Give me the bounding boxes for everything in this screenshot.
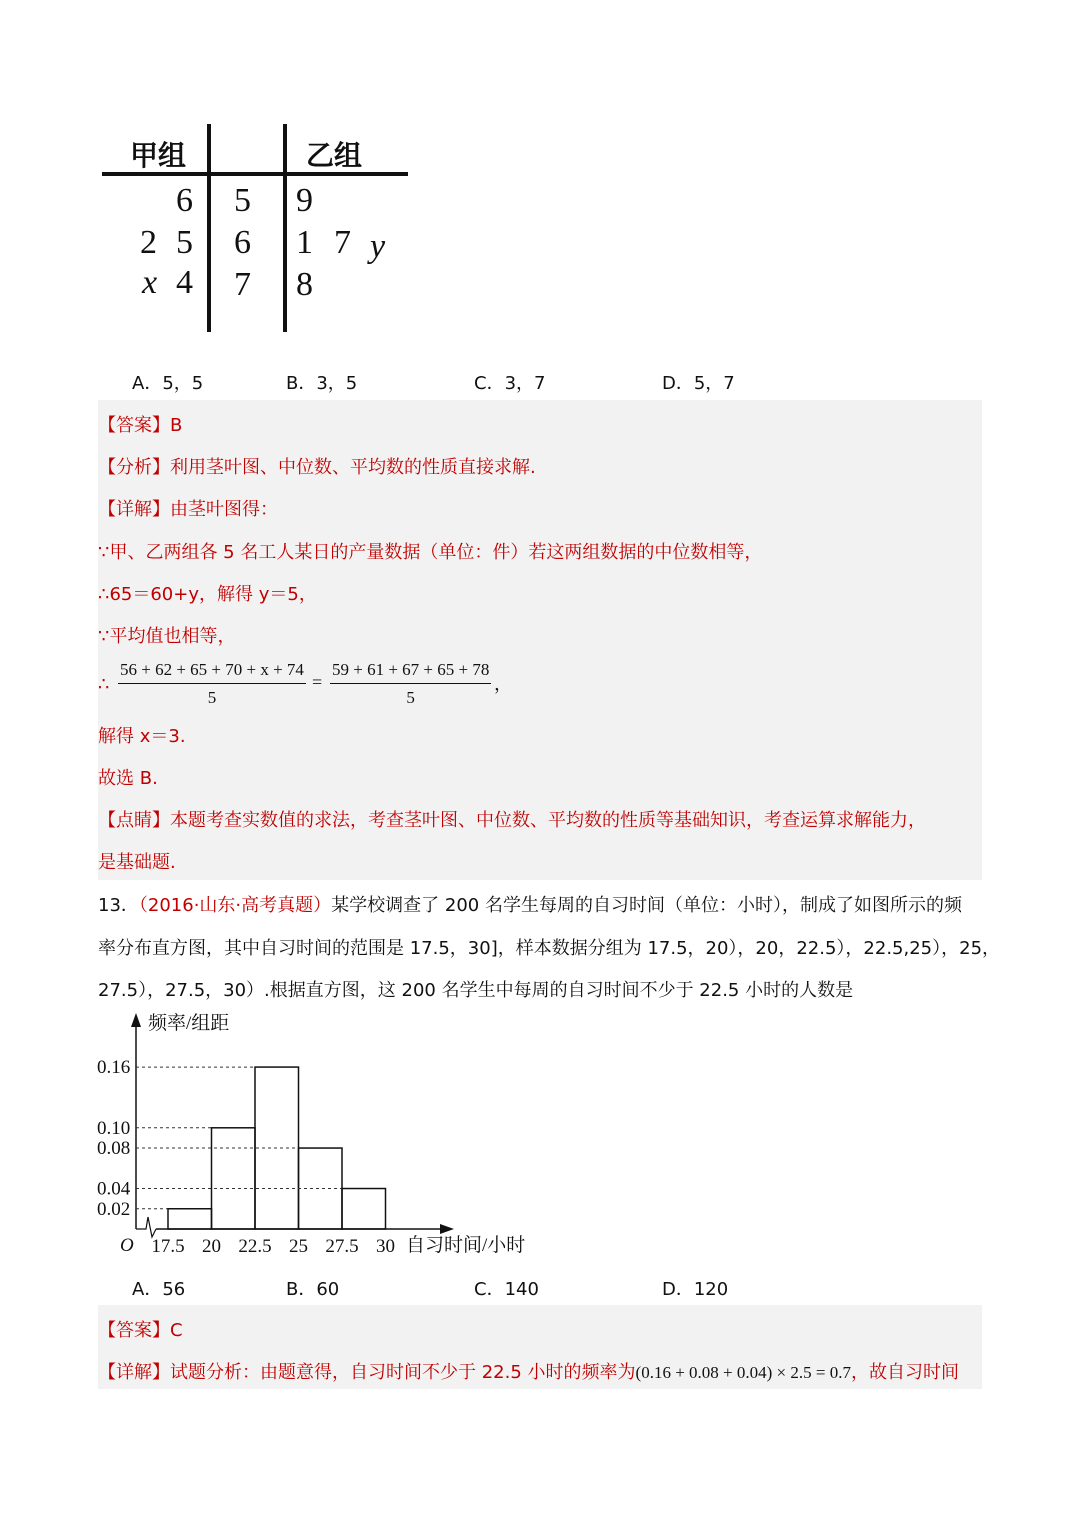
leaf-b: 7 (334, 224, 351, 261)
stem: 5 (234, 182, 251, 219)
y-tick-label: 0.08 (97, 1138, 131, 1160)
x-tick-label: 30 (376, 1236, 395, 1257)
q12-option-b[interactable]: B．3，5 (286, 373, 358, 394)
axis-break-mark (136, 1217, 156, 1237)
histogram-bar (168, 1209, 212, 1229)
detail-line (98, 1358, 959, 1384)
mean-fraction-right (330, 660, 491, 708)
x-tick-label: 22.5 (238, 1236, 272, 1257)
leaf-a: 2 (140, 224, 157, 261)
analysis-line: 【分析】利用茎叶图、中位数、平均数的性质直接求解. (98, 457, 536, 478)
question-number: 13． (98, 895, 139, 916)
comment-line: 是基础题. (98, 852, 176, 873)
q12-option-d[interactable]: D．5，7 (662, 373, 735, 394)
histogram-bar (212, 1128, 256, 1229)
x-axis-label: 自习时间/小时 (406, 1235, 526, 1256)
stem: 6 (234, 224, 251, 261)
question-source: （2016·山东·高考真题） (138, 895, 332, 916)
detail-line: ∴65＝60+y，解得 y＝5， (98, 584, 317, 605)
leaf-b: 9 (296, 182, 313, 219)
q13-option-b[interactable]: B．60 (286, 1279, 340, 1300)
y-tick-label: 0.04 (97, 1178, 131, 1200)
q13-option-c[interactable]: C．140 (474, 1279, 539, 1300)
fraction-numerator: 56 + 62 + 65 + 70 + x + 74 (118, 660, 306, 684)
q13-line-3: 27.5），27.5，30）.根据直方图，这 200 名学生中每周的自习时间不少于 22.5 小时的人数是 (98, 980, 854, 1001)
x-tick-label: 20 (202, 1236, 221, 1257)
detail-title: 【详解】由茎叶图得： (98, 499, 278, 520)
detail-line: ∵平均值也相等， (98, 626, 236, 647)
y-tick-label: 0.16 (97, 1057, 131, 1079)
leaf-a: 4 (176, 264, 193, 301)
stem-leaf-plot (100, 120, 420, 340)
equals-sign: = (312, 672, 323, 692)
question-text: 某学校调查了 200 名学生每周的自习时间（单位：小时），制成了如图所示的频 (331, 895, 962, 916)
q12-answer-box (98, 400, 982, 880)
origin-label: O (120, 1235, 134, 1256)
leaf-b: 1 (296, 224, 313, 261)
stem: 7 (234, 266, 251, 303)
solve-line: 解得 x＝3. (98, 726, 186, 747)
y-axis-label: 频率/组距 (148, 1013, 230, 1034)
histogram-axes (120, 1012, 525, 1256)
group-a-header: 甲组 (130, 139, 187, 172)
q12-option-a[interactable]: A．5，5 (132, 373, 204, 394)
q13-answer-box (98, 1305, 982, 1389)
q13-option-a[interactable]: A．56 (132, 1279, 186, 1300)
leaf-b: 8 (296, 266, 313, 303)
leaf-a: 6 (176, 182, 193, 219)
y-tick-label: 0.10 (97, 1117, 131, 1139)
comment-line: 【点睛】本题考查实数值的求法，考查茎叶图、中位数、平均数的性质等基础知识，考查运算求解能力， (98, 810, 926, 831)
leaf-a: 5 (176, 224, 193, 261)
x-axis-arrow (440, 1224, 454, 1234)
answer-line: 【答案】C (98, 1320, 183, 1341)
x-tick-label: 27.5 (325, 1236, 359, 1257)
histogram-bar (342, 1189, 386, 1229)
q13-option-d[interactable]: D．120 (662, 1279, 729, 1300)
answer-line: 【答案】B (98, 415, 183, 436)
frequency-histogram (90, 1005, 560, 1267)
leaf-b-variable: y (370, 228, 386, 265)
fraction-comma: ， (494, 674, 512, 694)
choice-line: 故选 B. (98, 768, 158, 789)
detail-tail: ，故自习时间 (850, 1362, 959, 1383)
q13-line-2: 率分布直方图，其中自习时间的范围是 17.5，30]，样本数据分组为 17.5，20），20，22.5），22.5,25），25， (98, 938, 1001, 959)
fraction-denominator: 5 (406, 688, 415, 707)
therefore-symbol: ∴ (98, 674, 110, 695)
q12-option-c[interactable]: C．3，7 (474, 373, 546, 394)
y-axis-arrow (131, 1013, 141, 1027)
detail-line: ∵甲、乙两组各 5 名工人某日的产量数据（单位：件）若这两组数据的中位数相等， (98, 542, 763, 563)
fraction-numerator: 59 + 61 + 67 + 65 + 78 (330, 660, 491, 684)
group-b-header: 乙组 (306, 139, 363, 172)
q13-line-1 (98, 891, 984, 917)
frequency-formula: (0.16 + 0.08 + 0.04) × 2.5 = 0.7 (635, 1363, 851, 1382)
y-tick-label: 0.02 (97, 1198, 131, 1220)
fraction-denominator: 5 (207, 688, 217, 707)
mean-fraction-left (118, 660, 306, 708)
detail-text: 【详解】试题分析：由题意得，自习时间不少于 22.5 小时的频率为 (98, 1362, 636, 1383)
x-tick-label: 17.5 (151, 1236, 185, 1257)
x-tick-label: 25 (289, 1236, 308, 1257)
leaf-a-variable: x (142, 264, 158, 301)
